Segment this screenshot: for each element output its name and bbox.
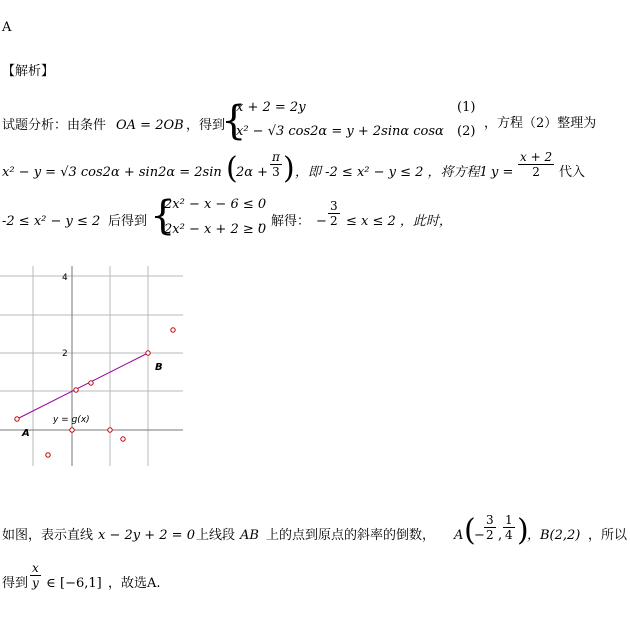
- fraction-denominator: 2: [532, 165, 540, 179]
- three-halves-fraction: [328, 199, 340, 228]
- system-brace-2: {: [150, 193, 176, 239]
- pi-over-3-fraction: [270, 150, 282, 179]
- segment-ab: [17, 353, 148, 419]
- equation-2: x² − √3 cos2α = y + 2sinα cosα: [236, 124, 444, 139]
- segment-label: AB: [240, 528, 259, 543]
- comma: ,: [498, 528, 503, 543]
- equation-2-number: (2): [457, 124, 476, 139]
- line2-expression: x² − y = √3 cos2α + sin2α = 2sin: [2, 165, 222, 180]
- left-paren: (: [464, 513, 476, 548]
- line2-middle: ，即 -2 ≤ x² − y ≤ 2 ，将方程1: [295, 165, 488, 180]
- point: [46, 453, 50, 457]
- line2-inner: 2α +: [236, 165, 269, 180]
- line4-end: ，所以: [588, 528, 628, 543]
- point-a: [15, 417, 19, 421]
- a-y-fraction: [503, 513, 515, 542]
- answer-text: A: [2, 20, 12, 35]
- line3-solve: ，解得：: [258, 214, 311, 229]
- system-inequality-2: 2x² − x + 2 ≥ 0: [164, 222, 267, 237]
- x-over-y-fraction: [30, 561, 41, 590]
- line4-text: 如图，表示直线: [2, 528, 94, 543]
- label-a: A: [22, 428, 30, 439]
- fraction-numerator: 3: [486, 513, 494, 527]
- line-equation: x − 2y + 2 = 0: [98, 528, 195, 543]
- line4-tail: 上的点到原点的斜率的倒数，: [266, 528, 436, 543]
- a-x-fraction: [484, 513, 496, 542]
- left-paren: (: [226, 151, 238, 186]
- line1-get: ，得到: [186, 118, 226, 133]
- point: [108, 428, 112, 432]
- function-label: y = g(x): [53, 415, 90, 425]
- plot-points: [15, 328, 175, 457]
- fraction-numerator: 3: [330, 199, 338, 213]
- x-plus-2-over-2-fraction: [518, 150, 554, 179]
- point: [70, 428, 74, 432]
- equation-1: x + 2 = 2y: [236, 100, 306, 115]
- fraction-numerator: x + 2: [520, 150, 553, 164]
- fraction-denominator: 2: [486, 528, 494, 542]
- line5-prefix: 得到: [2, 576, 29, 591]
- y-equals: y =: [491, 165, 514, 180]
- line2-tail: 代入: [559, 165, 586, 180]
- point: [89, 381, 93, 385]
- interval: [−6,1]: [60, 576, 102, 591]
- right-paren: ): [283, 151, 295, 186]
- line3-range: ≤ x ≤ 2 ，此时，: [346, 214, 452, 229]
- fraction-numerator: 1: [505, 513, 513, 527]
- point-a-text: A: [454, 528, 464, 543]
- point: [74, 388, 78, 392]
- equation-1-number: (1): [457, 100, 476, 115]
- line5-end: ，故选A.: [108, 576, 161, 591]
- right-paren: ): [517, 513, 529, 548]
- line1-suffix: ，方程（2）整理为: [484, 116, 597, 131]
- fraction-denominator: 4: [505, 528, 513, 542]
- line4-mid: 上线段: [196, 528, 236, 543]
- y-tick-2: 2: [62, 349, 68, 359]
- point-b: [146, 351, 150, 355]
- minus-sign: −: [316, 214, 327, 229]
- fraction-numerator: π: [272, 150, 280, 164]
- minus-sign: −: [474, 528, 485, 543]
- label-b: B: [155, 362, 163, 373]
- system-brace-1: {: [221, 98, 247, 144]
- element-of: ∈: [46, 576, 56, 591]
- fraction-denominator: 2: [330, 214, 338, 228]
- section-title: 【解析】: [2, 64, 55, 79]
- system-inequality-1: 2x² − x − 6 ≤ 0: [164, 197, 267, 212]
- fraction-denominator: y: [32, 576, 39, 590]
- point: [121, 437, 125, 441]
- y-tick-4: 4: [62, 273, 68, 283]
- coordinate-graph: [0, 266, 190, 466]
- fraction-numerator: x: [32, 561, 39, 575]
- point: [171, 328, 175, 332]
- fraction-denominator: 3: [272, 165, 280, 179]
- line3-inequality: -2 ≤ x² − y ≤ 2: [2, 214, 101, 229]
- point-b-text: ，B(2,2): [527, 528, 581, 543]
- line1-prefix: 试题分析：由条件: [2, 118, 107, 133]
- vector-condition: OA = 2OB: [116, 118, 184, 133]
- line3-after: 后得到: [108, 214, 148, 229]
